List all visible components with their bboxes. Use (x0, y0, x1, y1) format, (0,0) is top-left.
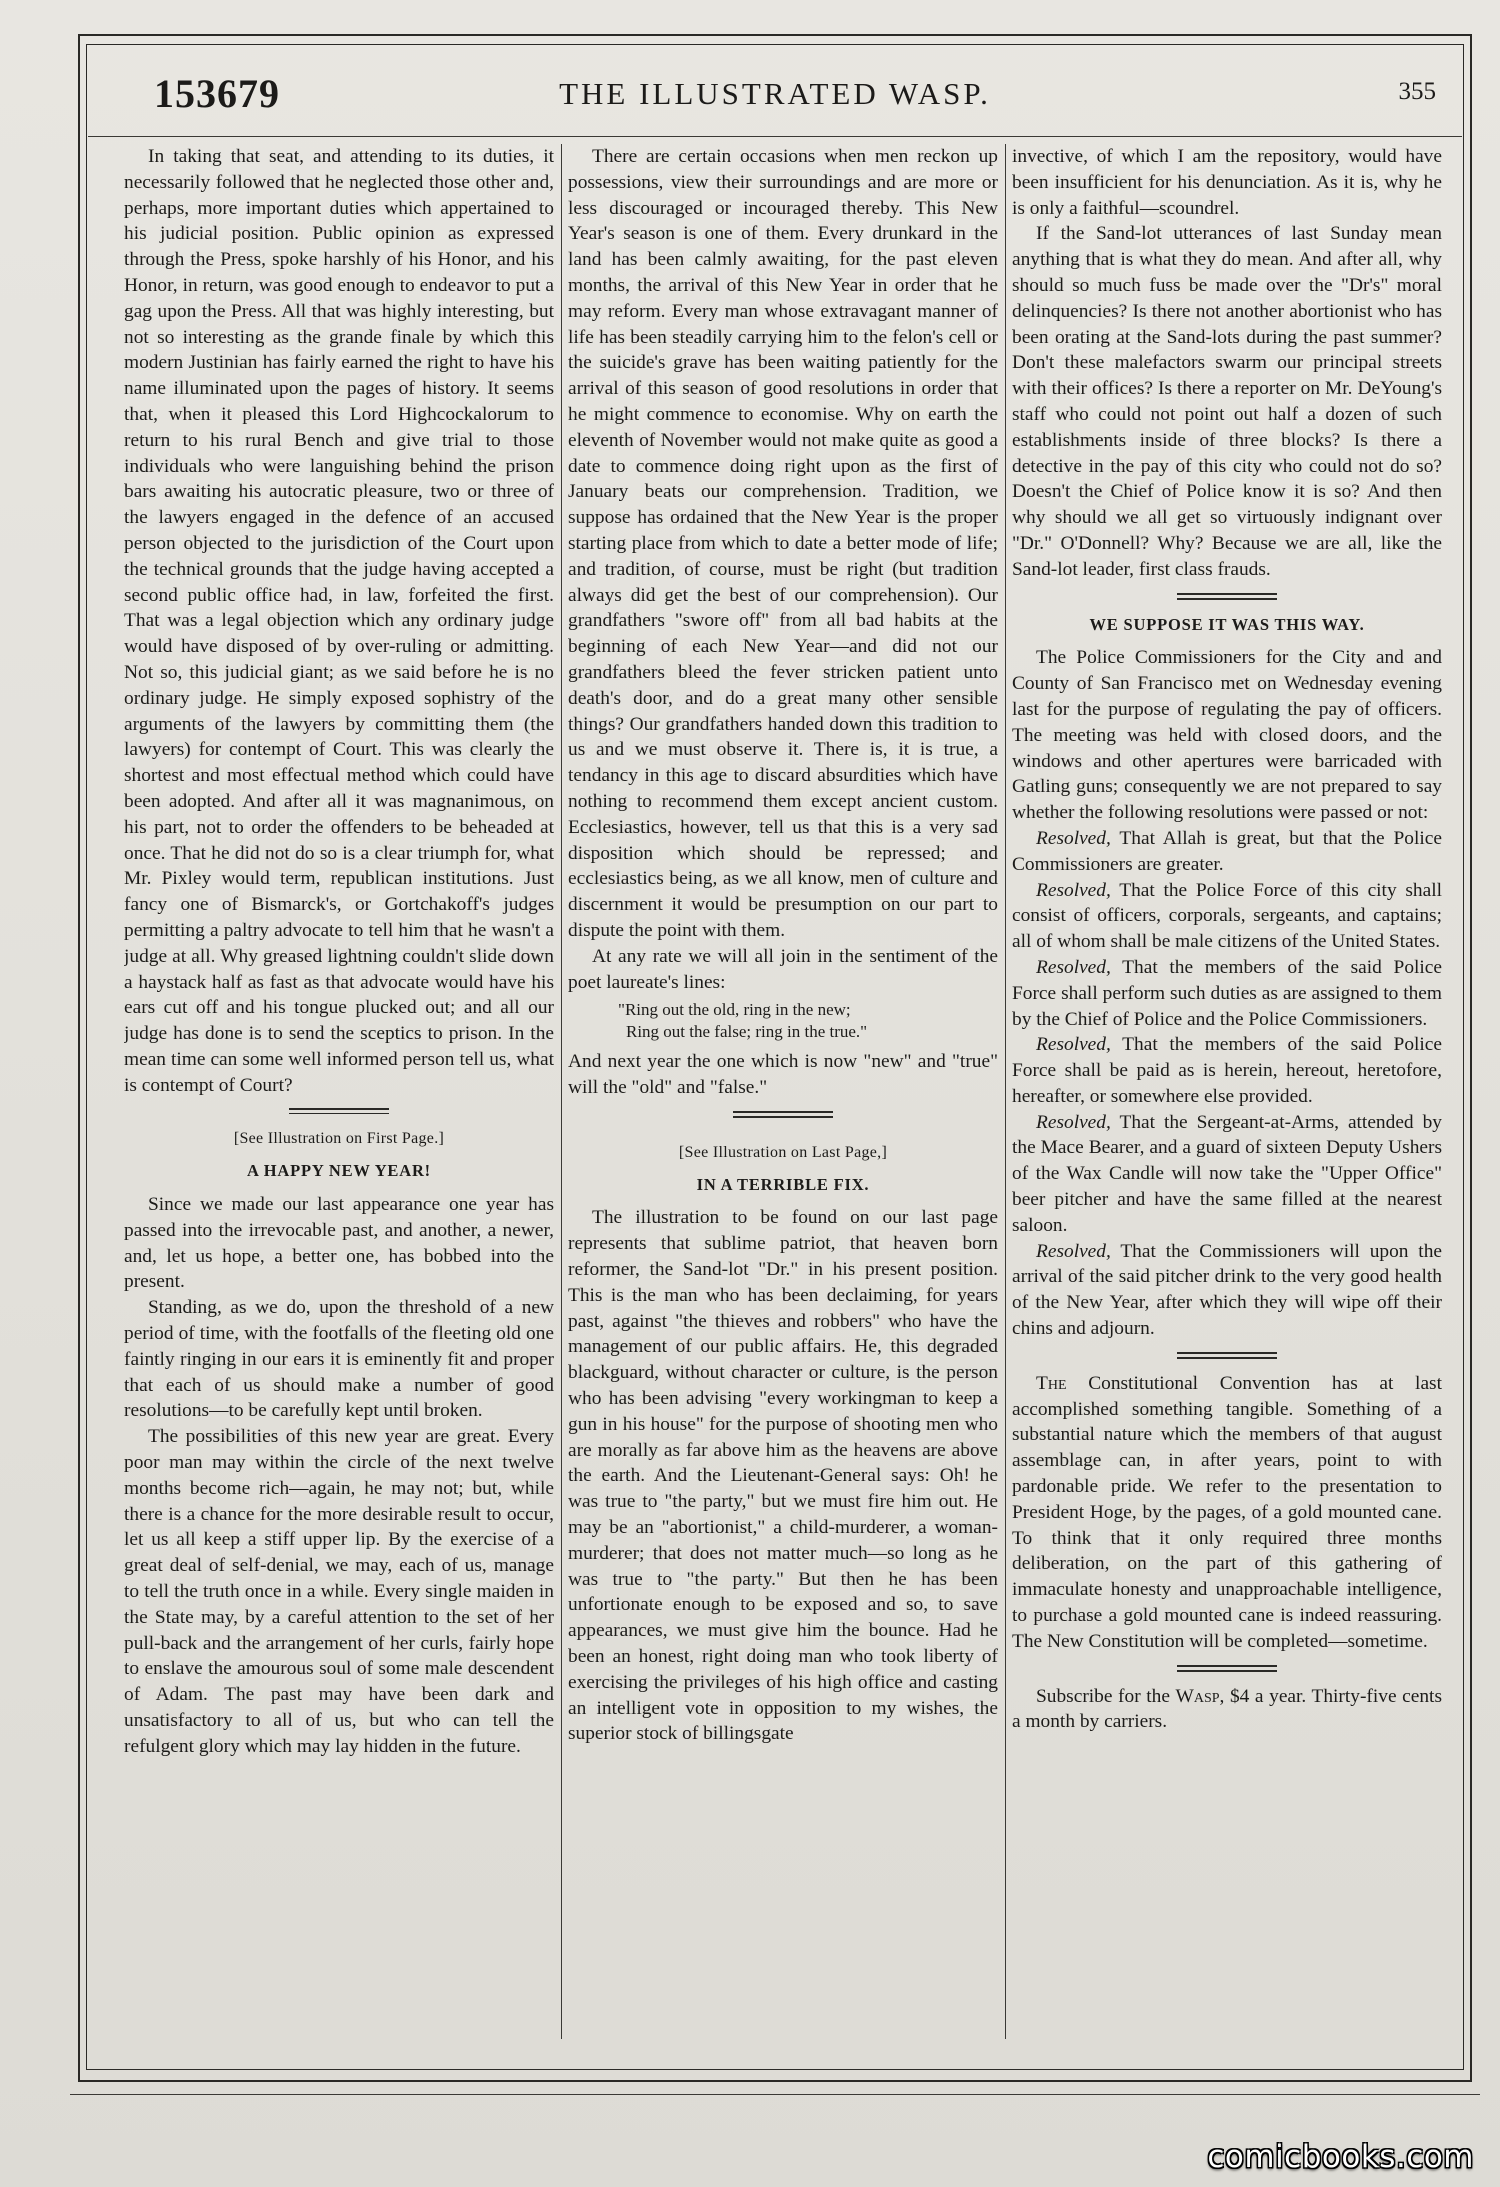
resolution-text: That Allah is great, but that the Police Commissioners are greater. (1012, 827, 1442, 875)
bottom-rule (70, 2094, 1480, 2095)
article-heading: IN A TERRIBLE FIX. (696, 1174, 870, 1194)
resolution-text: That the Police Force of this city shall consist of officers, corporals, sergeants, and captains; all of whom shall be male citizens of the United States. (1012, 879, 1442, 953)
watermark-text: comicbooks.com (1207, 2139, 1474, 2175)
illustration-note: [See Illustration on Last Page,] (678, 1143, 888, 1161)
article-heading: A HAPPY NEW YEAR! (247, 1161, 431, 1181)
article-paragraph: The illustration to be found on our last page represents that sublime patriot, that heaven born reformer, the Sand-lot "Dr." in his present position. This is the man who has been declaiming, for years past, against "the thieves and robbers" who have the management of our public affairs. He, this degraded blackguard, without character or culture, is the person who has been advising "every workingman to keep a gun in his house" for the purpose of shooting men who are morally as far above him as the heavens are above the earth. And the Lieutenant-General says: Oh! he was true to "the party," but we must fire him out. He may be an "abortionist," a child-murderer, a woman-murderer; that does not matter much—so long as he was true to "the party." But then he has been unfortionate enough to be exposed and so, to save appearances, we must give him the bounce. Had he been an honest, right doing man who took liberty of exercising the privileges of his high office and casting an intelligent vote in opposition to my wishes, the superior stock of billingsgate (568, 1207, 998, 1745)
resolution (1012, 1032, 1442, 1109)
article-paragraph: The Police Commissioners for the City and and County of San Francisco met on Wednesday evening last for the purpose of regulating the pay of officers. The meeting was held with closed doors, and the windows and other apertures were barricaded with Gatling guns; consequently we are not prepared to say whether the following resolutions were passed or not: (1012, 647, 1442, 824)
resolution (1012, 1110, 1442, 1239)
subscription-notice (1012, 1684, 1442, 1736)
section-separator (1177, 1665, 1277, 1672)
paragraph-text: Constitutional Convention has at last accomplished something tangible. Something of a substantial nature which the members of that august assemblage can, in after years, point to with pardonable pride. We refer to the presentation to President Hoge, by the pages, of a gold mounted cane. To think that it only required three months deliberation, on the part of this gathering of immaculate honesty and unapproachable intelligence, to purchase a gold mounted cane is indeed reassuring. The New Constitution will be completed—sometime. (1012, 1372, 1442, 1652)
resolution-text: That the members of the said Police Force shall be paid as is herein, hereout, heretofore, hereafter, or somewhere else provided. (1012, 1034, 1442, 1107)
resolution (1012, 878, 1442, 955)
article-paragraph: In taking that seat, and attending to its duties, it necessarily followed that he neglected those other and, perhaps, more important duties which appertained to his judicial position. Public opinion as expressed through the Press, spoke harshly of his Honor, and his Honor, in return, was good enough to endeavor to put a gag upon the Press. All that was highly interesting, but not so interesting as the grande finale by which this modern Justinian has fairly earned the right to have his name illuminated upon the pages of history. It seems that, when it pleased this Lord Highcockalorum to return to his rural Bench and give trial to those individuals who were languishing behind the prison bars awaiting his autocratic pleasure, two or three of the lawyers engaged in the defence of an accused person objected to the jurisdiction of the Court upon the technical grounds that the judge having accepted a second public office had, in law, forfeited the first. That was a legal objection which any ordinary judge would have disposed of by over-ruling or admitting. Not so, this judicial giant; as we said before he is no ordinary judge. He simply exposed sophistry of the arguments of the lawyers by committing them (the lawyers) for contempt of Court. This was clearly the shortest and most effectual method which could have been adopted. And after all it was magnanimous, on his part, not to order the offenders to be beheaded at once. That he did not do so is a clear triumph for, what Mr. Pixley would term, republican institutions. Just fancy one of Bismarck's, or Gortchakoff's judges permitting a paltry advocate to tell him that he wasn't a judge at all. Why greased lightning couldn't slide down a haystack half as fast as that advocate would have his ears cut off and his tongue plucked out; and all our judge has done is to send the sceptics to prison. In the mean time can some well informed person tell us, what is contempt of Court? (124, 146, 554, 1096)
section-separator (1177, 593, 1277, 600)
resolved-label: Resolved, (1036, 1034, 1111, 1056)
section-separator (733, 1111, 833, 1118)
poem-quote (568, 999, 998, 1043)
column-2 (568, 144, 998, 2044)
article-paragraph: The possibilities of this new year are great. Every poor man may within the circle of the next twelve months become rich—again, he may not; but, while there is a chance for the more desirable result to occur, let us all keep a stiff upper lip. By the exercise of a great deal of self-denial, we may, each of us, manage to tell the truth once in a while. Every single maiden in the State may, by a careful attention to the set of her pull-back and the arrangement of her curls, fairly hope to enslave the amourous soul of some male descendent of Adam. The past may have been dark and unsatisfactory to all of us, but who can tell the refulgent glory which may lay hidden in the future. (124, 1426, 554, 1757)
lead-word: The (1036, 1372, 1067, 1394)
resolution-text: That the members of the said Police Force shall perform such duties as are assigned to them by the Chief of Police and the Police Commissioners. (1012, 956, 1442, 1030)
article-paragraph: At any rate we will all join in the sentiment of the poet laureate's lines: (568, 945, 998, 993)
resolution (1012, 826, 1442, 878)
issue-number: 153679 (154, 71, 280, 116)
illustration-note: [See Illustration on First Page.] (233, 1130, 445, 1148)
article-paragraph: Standing, as we do, upon the threshold of a new period of time, with the footfalls of the fleeting old one faintly ringing in our ears it is eminently fit and proper that each of us should make a number of good resolutions—to be carefully kept until broken. (124, 1297, 554, 1422)
article-paragraph: invective, of which I am the repository, would have been insufficient for his denunciation. As it is, why he is only a faithful—scoundrel. (1012, 146, 1442, 219)
resolution (1012, 1239, 1442, 1342)
paragraph-text: Subscribe for the (1036, 1685, 1170, 1707)
quote-line: Ring out the false; ring in the true." (626, 1022, 868, 1042)
page-header (88, 62, 1462, 122)
article-paragraph: Since we made our last appearance one year has passed into the irrevocable past, and another, a newer, and, let us hope, a better one, has bobbed into the present. (124, 1194, 554, 1293)
resolved-label: Resolved, (1036, 956, 1111, 978)
column-divider (1005, 144, 1006, 2039)
column-3 (1012, 144, 1442, 2044)
article-paragraph: And next year the one which is now "new" and "true" will the "old" and "false." (568, 1051, 998, 1099)
header-rule (88, 136, 1462, 137)
wasp-name: Wasp (1175, 1685, 1220, 1707)
section-separator (1177, 1352, 1277, 1359)
resolution (1012, 955, 1442, 1032)
resolved-label: Resolved, (1036, 1240, 1111, 1262)
paragraph-text: , $4 a year. Thirty-five cents a month by carriers. (1012, 1685, 1442, 1733)
page-number: 355 (1398, 78, 1436, 105)
resolved-label: Resolved, (1036, 879, 1111, 901)
column-1 (124, 144, 554, 2044)
quote-line: "Ring out the old, ring in the new; (618, 1000, 851, 1020)
masthead-title: THE ILLUSTRATED WASP. (559, 76, 991, 111)
resolution-text: That the Sergeant-at-Arms, attended by the Mace Bearer, and a guard of sixteen Deputy Ushers of the Wax Candle will now take the "Upper Office" beer pitcher and have the same filled at the nearest saloon. (1012, 1111, 1442, 1236)
article-paragraph: There are certain occasions when men reckon up possessions, view their surroundings and are more or less discouraged or incouraged thereby. This New Year's season is one of them. Every drunkard in the land has been calmly awaiting, for the past eleven months, the arrival of this New Year in order that he may reform. Every man whose extravagant manner of life has been steadily carrying him to the felon's cell or the suicide's grave has been waiting patiently for the arrival of this season of good resolutions in order that he might commence to economise. Why on earth the eleventh of November would not make quite as good a date to commence doing right upon as the first of January beats our comprehension. Tradition, we suppose has ordained that the New Year is the proper starting place from which to date a better mode of life; and tradition, of course, must be right (but tradition always did get the best of our comprehension). Our grandfathers "swore off" from all bad habits at the beginning of each New Year—and did not our grandfathers bleed the fever stricken patient unto death's door, and do a great many other sensible things? Our grandfathers handed down this tradition to us and we must observe it. There is, it is true, a tendancy in this age to discard absurdities which have nothing to recommend them except ancient custom. Ecclesiastics, however, tell us that this is a very sad disposition which should be repressed; and ecclesiastics being, as we all know, men of culture and discernment it would be presumption on our part to dispute the point with them. (568, 146, 998, 941)
article-paragraph (1012, 1371, 1442, 1655)
resolution-text: That the Commissioners will upon the arrival of the said pitcher drink to the very good health of the New Year, after which they will wipe off their chins and adjourn. (1012, 1240, 1442, 1340)
column-divider (561, 144, 562, 2039)
article-heading: WE SUPPOSE IT WAS THIS WAY. (1089, 614, 1365, 634)
resolved-label: Resolved, (1036, 1111, 1111, 1133)
resolved-label: Resolved, (1036, 827, 1111, 849)
section-separator (289, 1108, 389, 1114)
article-paragraph: If the Sand-lot utterances of last Sunday mean anything that is what they do mean. And after all, why should so much fuss be made over the "Dr's" moral delinquencies? Is there not another abortionist who has been orating at the Sand-lots during the past summer? Don't these malefactors swarm our principal streets with their offices? Is there a reporter on Mr. DeYoung's staff who could not point out half a dozen of such establishments inside of three blocks? Is there a detective in the pay of this city who could not do so? Doesn't the Chief of Police know it is so? And then why should we all get so virtuously indignant over "Dr." O'Donnell? Why? Because we are all, like the Sand-lot leader, first class frauds. (1012, 223, 1442, 580)
